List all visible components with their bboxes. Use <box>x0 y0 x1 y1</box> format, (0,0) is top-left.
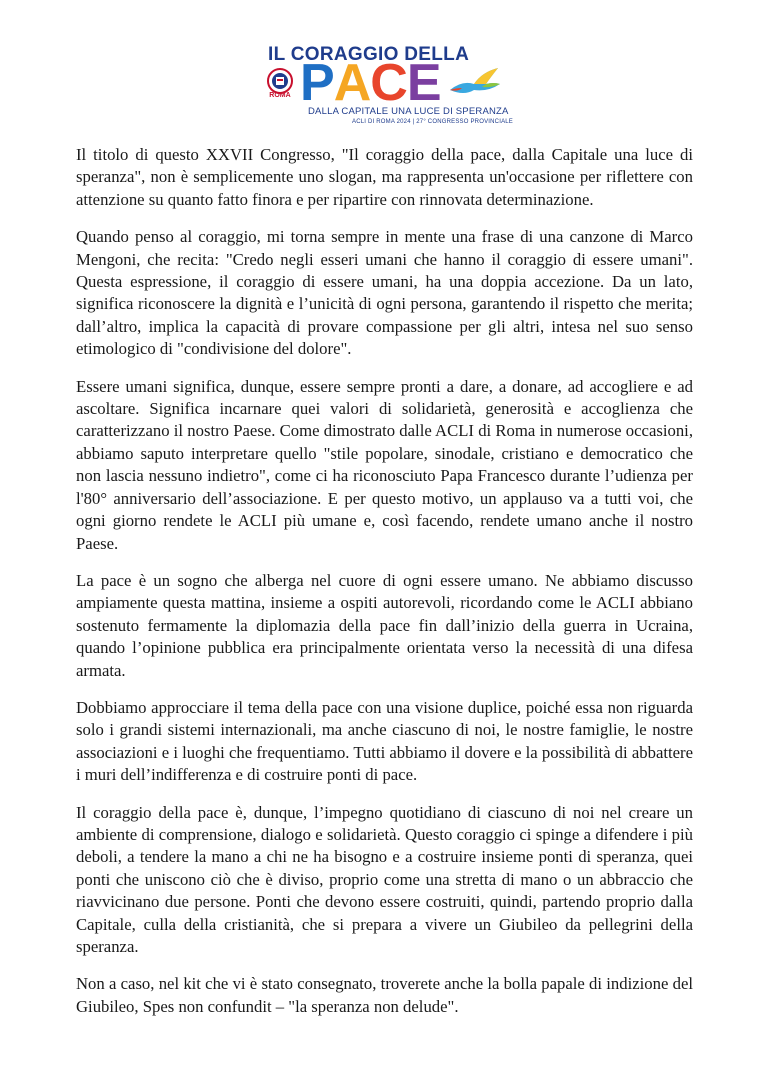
logo-letter-e: E <box>406 54 441 112</box>
document-header <box>0 44 768 134</box>
logo-pace-word <box>300 54 441 112</box>
emblem-city: ROMA <box>269 92 291 99</box>
paragraph: Il coraggio della pace è, dunque, l’impegno quotidiano di ciascuno di noi nel creare un ambiente di comprensione, dialogo e solidarietà. Questo coraggio ci spinge a difendere i più deboli, a tendere la mano a chi ne ha bisogno e a costruire insieme ponti di speranza, quei ponti che uniscono ciò che è diviso, proprio come una stretta di mano o un abbraccio che riavvicinano due persone. Ponti che devono essere costruiti, quindi, partendo proprio dalla Capitale, culla della cristianità, che si prepara a vivere un Giubileo da pellegrini della speranza. <box>76 802 693 956</box>
logo-title: IL CORAGGIO DELLA <box>268 44 470 65</box>
paragraph: La pace è un sogno che alberga nel cuore di ogni essere umano. Ne abbiamo discusso ampiamente questa mattina, insieme a ospiti autorevoli, ricordando come le ACLI abbiano sostenuto fermamente la diplomazia della pace fin dall’inizio della guerra in Ucraina, quando l’opinione pubblica era principalmente orientata verso la necessità di una difesa armata. <box>76 570 693 680</box>
paragraph: Essere umani significa, dunque, essere sempre pronti a dare, a donare, ad accogliere e ad ascoltare. Significa incarnare quei valori di solidarietà, generosità e accoglienza che caratterizzano il nostro Paese. Come dimostrato dalle ACLI di Roma in numerose occasioni, abbiamo saputo interpretare quello "stile popolare, sinodale, cristiano e democratico che non lascia nessuno indietro", come ci ha riconosciuto Papa Francesco durante l’udienza per l'80° anniversario dell’associazione. E per questo motivo, un applauso va a tutti voi, che ogni giorno rendete le ACLI più umane e, così facendo, rendete umano anche il nostro Paese. <box>76 376 693 553</box>
paragraph: Il titolo di questo XXVII Congresso, "Il coraggio della pace, dalla Capitale una luce di speranza", non è semplicemente uno slogan, ma rappresenta un'occasione per riflettere con attenzione su quanto fatto finora e per ripartire con rinnovata determinazione. <box>76 145 693 209</box>
logo-letter-p: P <box>300 54 334 112</box>
paragraph: Dobbiamo approcciare il tema della pace con una visione duplice, poiché essa non riguarda solo i grandi sistemi internazionali, ma anche ciascuno di noi, le nostre famiglie, le nostre associazioni e i luoghi che frequentiamo. Tutti abbiamo il dovere e la possibilità di abbattere i muri dell’indifferenza e di costruire ponti di pace. <box>76 697 693 785</box>
speech-body <box>76 144 693 1033</box>
paragraph: Quando penso al coraggio, mi torna sempre in mente una frase di una canzone di Marco Mengoni, che recita: "Credo negli esseri umani che hanno il coraggio di essere umani". Questa espressione, il coraggio di essere umani, ha una doppia accezione. Da un lato, significa riconoscere la dignità e l’unicità di ogni persona, garantendo il rispetto che merita; dall’altro, implica la capacità di provare compassione per gli altri, intesa nel suo senso etimologico di "condivisione del dolore". <box>76 227 693 359</box>
dove-icon <box>446 66 502 100</box>
paragraph: Non a caso, nel kit che vi è stato consegnato, troverete anche la bolla papale di indizione del Giubileo, Spes non confundit – "la speranza non delude". <box>76 974 693 1016</box>
congress-logo <box>262 44 514 134</box>
acli-emblem-icon <box>266 68 294 108</box>
logo-tagline: DALLA CAPITALE UNA LUCE DI SPERANZA <box>308 106 509 117</box>
logo-subtagline: ACLI DI ROMA 2024 | 27° CONGRESSO PROVINCIALE <box>352 119 514 125</box>
logo-letter-a: A <box>333 54 371 112</box>
logo-letter-c: C <box>370 54 407 112</box>
